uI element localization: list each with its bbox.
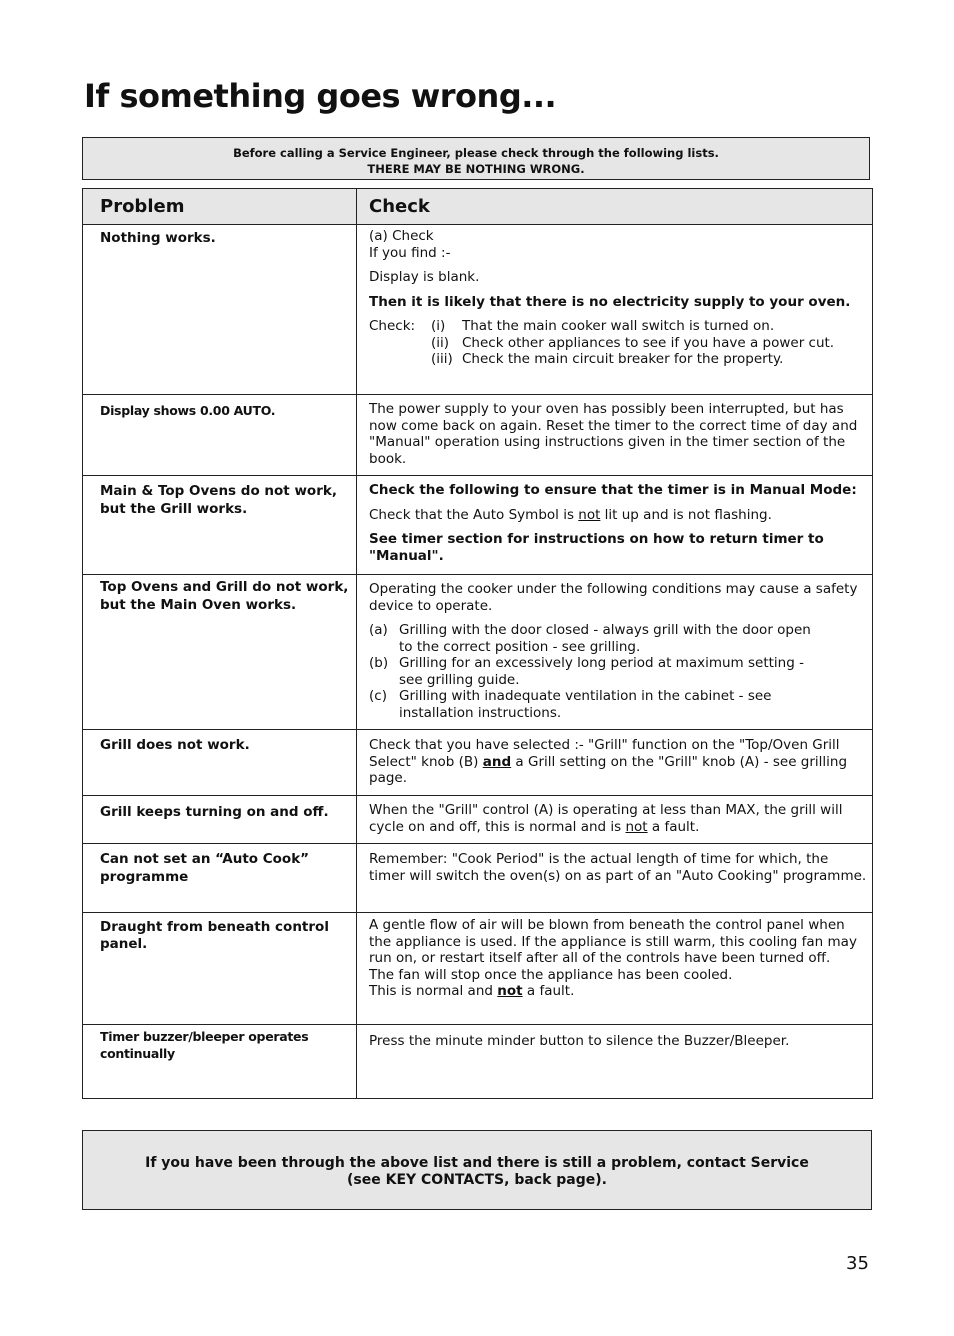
check-bold-text: See timer section for instructions on how to return timer to "Manual". — [369, 531, 824, 564]
problem-cell: Nothing works. — [83, 225, 357, 395]
check-text: A gentle flow of air will be blown from beneath the control panel when the appliance is used. If the appliance is still warm, this cooling fan may run on, or restart itself after all of the controls have been turned off. — [369, 917, 857, 966]
check-list — [369, 622, 868, 721]
check-text: Display is blank. — [369, 269, 480, 285]
check-column-header: Check — [357, 189, 873, 225]
list-item-text: Check the main circuit breaker for the property. — [462, 351, 784, 367]
check-cell: The power supply to your oven has possibly been interrupted, but has now come back on again. Reset the timer to the correct time of day and "Manual" operation using instructions given in the timer section of the book. — [357, 395, 873, 476]
check-text: Operating the cooker under the following conditions may cause a safety device to operate. — [369, 581, 858, 614]
table-row — [83, 225, 873, 395]
list-item-number: (iii) — [431, 351, 453, 367]
problem-cell: Timer buzzer/bleeper operates continually — [83, 1025, 357, 1099]
check-text: This is normal and not a fault. — [369, 983, 575, 999]
table-row — [83, 1025, 873, 1099]
check-cell — [357, 476, 873, 575]
check-cell — [357, 575, 873, 730]
check-list — [369, 318, 868, 368]
list-item — [369, 622, 818, 655]
footer-line-2: (see KEY CONTACTS, back page). — [347, 1172, 607, 1188]
table-row — [83, 844, 873, 913]
check-bold-text: Then it is likely that there is no electricity supply to your oven. — [369, 293, 851, 310]
list-item — [369, 655, 818, 688]
check-bold-text: Check the following to ensure that the timer is in Manual Mode: — [369, 482, 857, 498]
problem-column-header: Problem — [83, 189, 357, 225]
list-item-number: (ii) — [431, 334, 450, 351]
problem-cell: Grill does not work. — [83, 730, 357, 796]
check-cell: Remember: "Cook Period" is the actual length of time for which, the timer will switch the oven(s) on as part of an "Auto Cooking" programme. — [357, 844, 873, 913]
check-cell: When the "Grill" control (A) is operating at less than MAX, the grill will cycle on and off, this is normal and is not a fault. — [357, 796, 873, 844]
table-header-row — [83, 189, 873, 225]
page-number: 35 — [846, 1253, 869, 1274]
problem-cell: Can not set an “Auto Cook” programme — [83, 844, 357, 913]
table-row — [83, 796, 873, 844]
table-row — [83, 575, 873, 730]
check-cell — [357, 913, 873, 1025]
list-item-text: Grilling with inadequate ventilation in the cabinet - see installation instructions. — [399, 688, 772, 721]
table-row — [83, 395, 873, 476]
emphasis-and: and — [482, 753, 512, 770]
check-list-label: Check: — [369, 318, 416, 334]
problem-cell: Display shows 0.00 AUTO. — [83, 395, 357, 476]
notice-box — [82, 137, 870, 180]
table-row — [83, 730, 873, 796]
emphasis-not: not — [578, 506, 601, 523]
list-item-text: Check other appliances to see if you have a power cut. — [462, 334, 835, 351]
check-text: If you find :- — [369, 244, 451, 261]
problem-cell: Top Ovens and Grill do not work, but the Main Oven works. — [83, 575, 357, 730]
list-item — [431, 335, 868, 352]
contact-service-box — [82, 1130, 872, 1210]
list-item-text: Grilling with the door closed - always grill with the door open to the correct position - see grilling. — [399, 622, 811, 655]
list-item-number: (a) — [369, 622, 388, 638]
list-item — [431, 351, 868, 368]
list-item-number: (b) — [369, 655, 389, 671]
check-text: The fan will stop once the appliance has been cooled. — [369, 966, 733, 983]
page-title: If something goes wrong... — [84, 77, 557, 115]
troubleshooting-table — [82, 188, 873, 1099]
notice-line-2: THERE MAY BE NOTHING WRONG. — [367, 162, 585, 176]
list-item — [431, 318, 868, 335]
check-cell — [357, 225, 873, 395]
footer-line-1: If you have been through the above list and there is still a problem, contact Service — [145, 1155, 809, 1171]
table-row — [83, 913, 873, 1025]
notice-line-1: Before calling a Service Engineer, please check through the following lists. — [233, 146, 719, 160]
list-item-number: (c) — [369, 688, 387, 704]
table-row — [83, 476, 873, 575]
check-text: Check that the Auto Symbol is not lit up and is not flashing. — [369, 506, 772, 523]
check-cell: Press the minute minder button to silence the Buzzer/Bleeper. — [357, 1025, 873, 1099]
list-item-number: (i) — [431, 318, 446, 334]
list-item-text: Grilling for an excessively long period at maximum setting - see grilling guide. — [399, 655, 804, 688]
problem-cell: Grill keeps turning on and off. — [83, 796, 357, 844]
problem-cell: Draught from beneath control panel. — [83, 913, 357, 1025]
list-item-text: That the main cooker wall switch is turned on. — [462, 318, 775, 334]
emphasis-not: not — [625, 818, 648, 835]
list-item — [369, 688, 818, 721]
emphasis-not: not — [497, 983, 523, 999]
check-cell: Check that you have selected :- "Grill" function on the "Top/Oven Grill Select" knob (B) and a Grill setting on the "Grill" knob (A) - see grilling page. — [357, 730, 873, 796]
problem-cell: Main & Top Ovens do not work, but the Grill works. — [83, 476, 357, 575]
check-text: (a) Check — [369, 228, 434, 244]
